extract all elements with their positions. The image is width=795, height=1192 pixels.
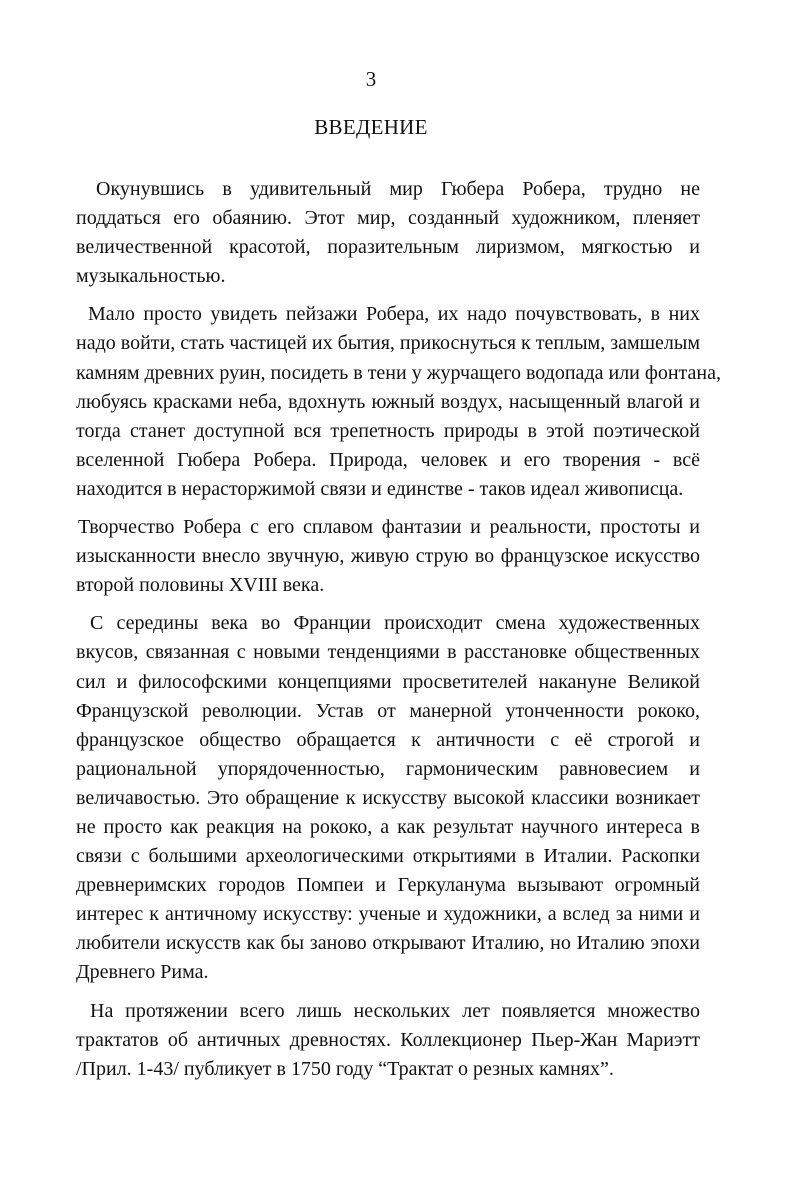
paragraph [76,997,700,1084]
text-line: интерес к античному искусству: ученые и художники, а вслед за ними и [76,903,700,926]
text-line: тогда станет доступной вся трепетность природы в этой поэтической [76,419,700,442]
text-line: связи с большими археологическими открытиями в Италии. Раскопки [76,845,700,868]
page-number: 3 [365,67,377,91]
text-line: С середины века во Франции происходит смена художественных [90,612,700,635]
text-line: На протяжении всего лишь нескольких лет появляется множество [90,999,700,1022]
text-line: величавостью. Это обращение к искусству высокой классики возникает [76,786,700,809]
paragraph [76,513,700,600]
text-line: любуясь красками неба, вдохнуть южный воздух, насыщенный влагой и [76,390,700,413]
text-line: находится в нерасторжимой связи и единстве - таков идеал живописца. [76,477,684,500]
text-line: Творчество Робера с его сплавом фантазии и реальности, простоты и [78,516,700,539]
text-line: поддаться его обаянию. Этот мир, созданный художником, пленяет [76,207,700,230]
text-line: не просто как реакция на рококо, а как результат научного интереса в [76,815,700,838]
text-line: Мало просто увидеть пейзажи Робера, их надо почувствовать, в них [88,303,700,326]
text-line: рациональной упорядоченностью, гармоническим равновесием и [76,757,700,780]
text-line: вкусов, связанная с новыми тенденциями в расстановке общественных [76,641,700,664]
paragraph [76,175,700,291]
text-line: сил и философскими концепциями просветителей накануне Великой [76,670,700,693]
text-line: камням древних руин, посидеть в тени у журчащего водопада или фонтана, [76,361,721,384]
paragraph [76,609,700,987]
text-line: изысканности внесло звучную, живую струю во французское искусство [76,545,700,568]
text-line: второй половины XVIII века. [76,574,325,597]
text-line: величественной красотой, поразительным лиризмом, мягкостью и [76,236,700,259]
section-heading: ВВЕДЕНИЕ [314,115,428,139]
text-line: Окунувшись в удивительный мир Гюбера Робера, трудно не [96,178,700,200]
text-line: /Прил. 1-43/ публикует в 1750 году “Трактат о резных камнях”. [76,1057,614,1080]
text-line: вселенной Гюбера Робера. Природа, человек и его творения - всё [76,448,700,471]
text-line: любители искусств как бы заново открывают Италию, но Италию эпохи [76,932,700,955]
text-line: Французской революции. Устав от манерной утонченности рококо, [76,699,700,722]
body-text [76,175,721,1093]
text-line: древнеримских городов Помпеи и Геркуланума вызывают огромный [76,874,700,897]
text-line: трактатов об античных древностях. Коллекционер Пьер-Жан Мариэтт [76,1028,700,1051]
text-line: надо войти, стать частицей их бытия, прикоснуться к теплым, замшелым [76,332,700,355]
text-line: Древнего Рима. [76,961,209,984]
text-line: музыкальностью. [76,265,226,288]
paragraph [76,300,721,504]
text-line: французское общество обращается к античности с её строгой и [76,728,700,751]
